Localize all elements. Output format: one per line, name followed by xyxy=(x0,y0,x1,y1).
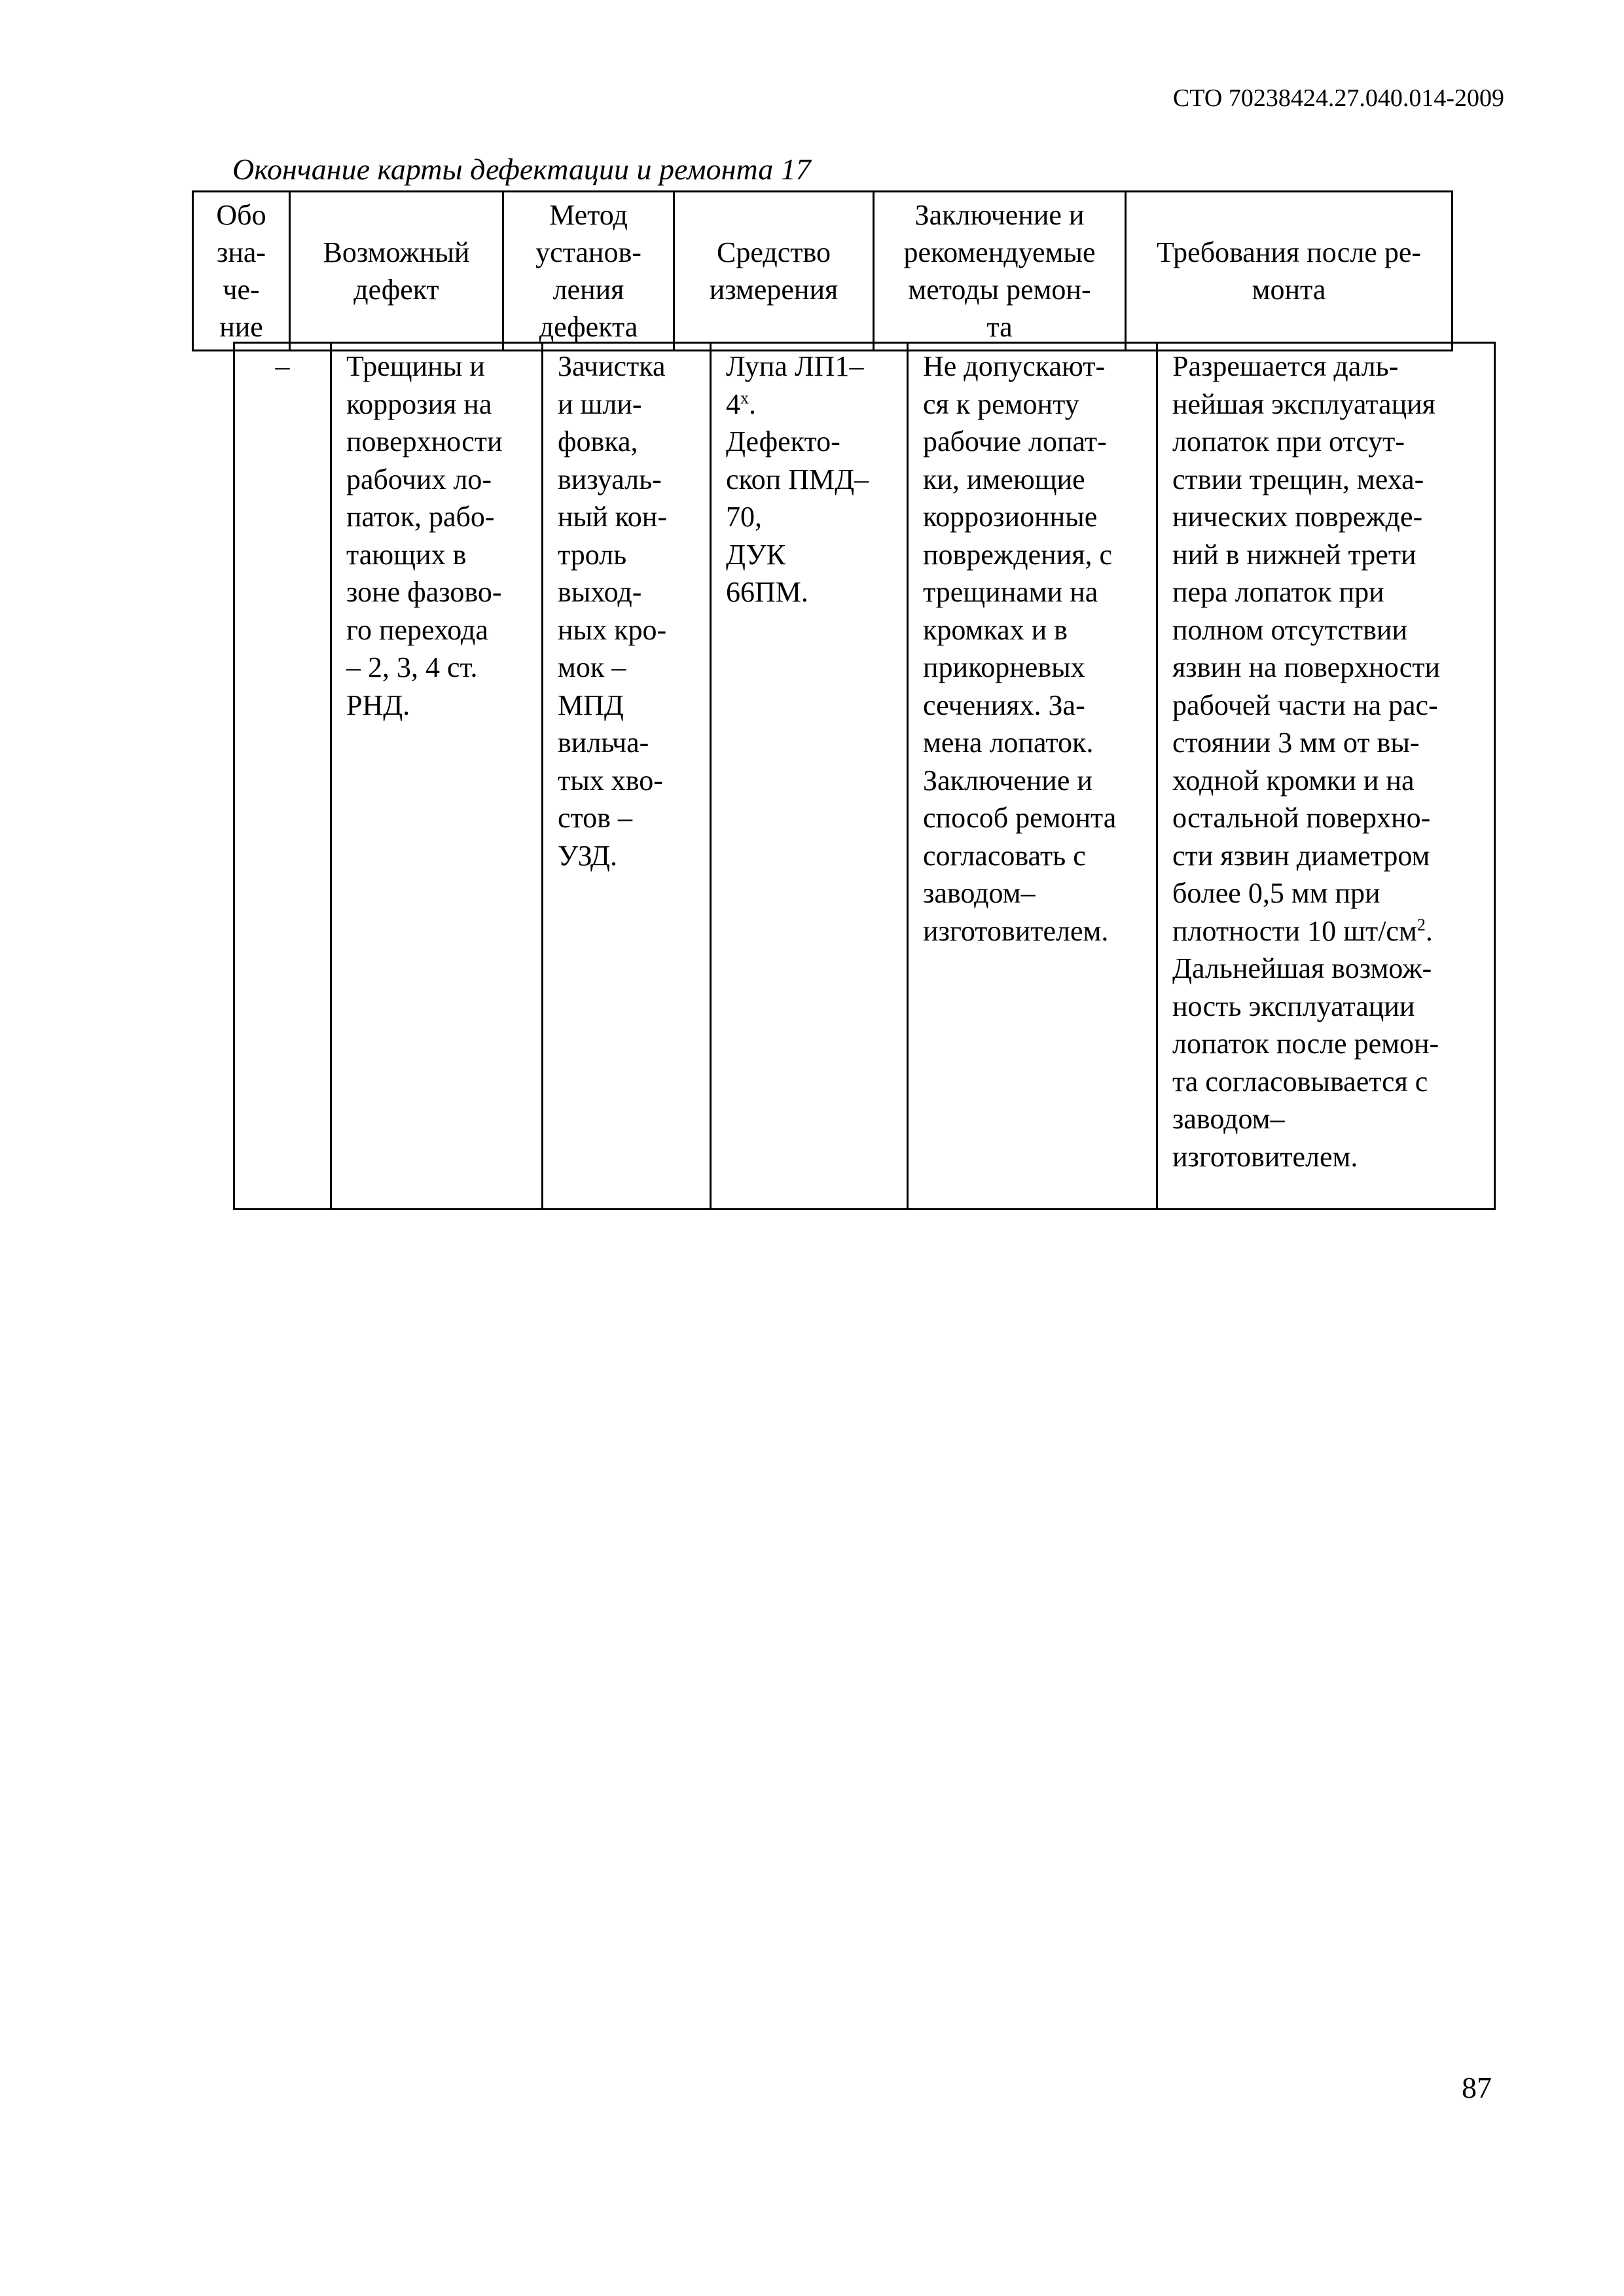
cell-defect: Трещины и коррозия на поверхности рабочих ло- паток, рабо- тающих в зоне фазово- го перехода – 2, 3, 4 ст. РНД. xyxy=(331,343,543,1210)
table-row xyxy=(234,343,1495,1210)
page-number: 87 xyxy=(1462,2071,1492,2104)
superscript-x: х xyxy=(740,387,749,407)
table-caption: Окончание карты дефектации и ремонта 17 xyxy=(232,152,811,186)
cell-requirements: Разрешается даль- нейшая эксплуатация лопаток при отсут- ствии трещин, меха- нических поврежде- ний в нижней трети пера лопаток при полном отсутствии язвин на поверхности рабочей части на рас- стоянии 3 мм от вы- ходной кромки и на остальной поверхно- сти язвин диаметром более 0,5 мм при плотности 10 $шт/см^2$. Дальнейшая возмож- ность эксплуатации лопаток после ремон- та согласовывается с заводом– изготовителем. xyxy=(1157,343,1495,1210)
header-cell-designation: Обо зна- че- ние xyxy=(193,192,290,351)
cell-tool: Лупа ЛП1– $4^х$. Дефекто- скоп ПМД– 70, ДУК 66ПМ. xyxy=(711,343,908,1210)
header-cell-requirements: Требования после ре- монта xyxy=(1126,192,1453,351)
cell-conclusion: Не допускают- ся к ремонту рабочие лопат- ки, имеющие коррозионные повреждения, с трещинами на кромках и в прикорневых сечениях. За- мена лопаток. Заключение и способ ремонта согласовать с заводом– изготовителем. xyxy=(908,343,1157,1210)
header-row xyxy=(193,192,1453,351)
header-cell-method: Метод установ- ления дефекта xyxy=(503,192,674,351)
table-header xyxy=(192,190,1453,351)
cell-method: Зачистка и шли- фовка, визуаль- ный кон- троль выход- ных кро- мок – МПД вильча- тых хво- стов – УЗД. xyxy=(543,343,711,1210)
header-cell-tool: Средство измерения xyxy=(674,192,874,351)
header-cell-conclusion: Заключение и рекомендуемые методы ремон- та xyxy=(874,192,1126,351)
table-body xyxy=(233,342,1496,1210)
cell-designation: – xyxy=(234,343,331,1210)
document-code: СТО 70238424.27.040.014-2009 xyxy=(1172,84,1504,112)
superscript-2: 2 xyxy=(1416,914,1426,934)
header-cell-defect: Возможный дефект xyxy=(290,192,503,351)
